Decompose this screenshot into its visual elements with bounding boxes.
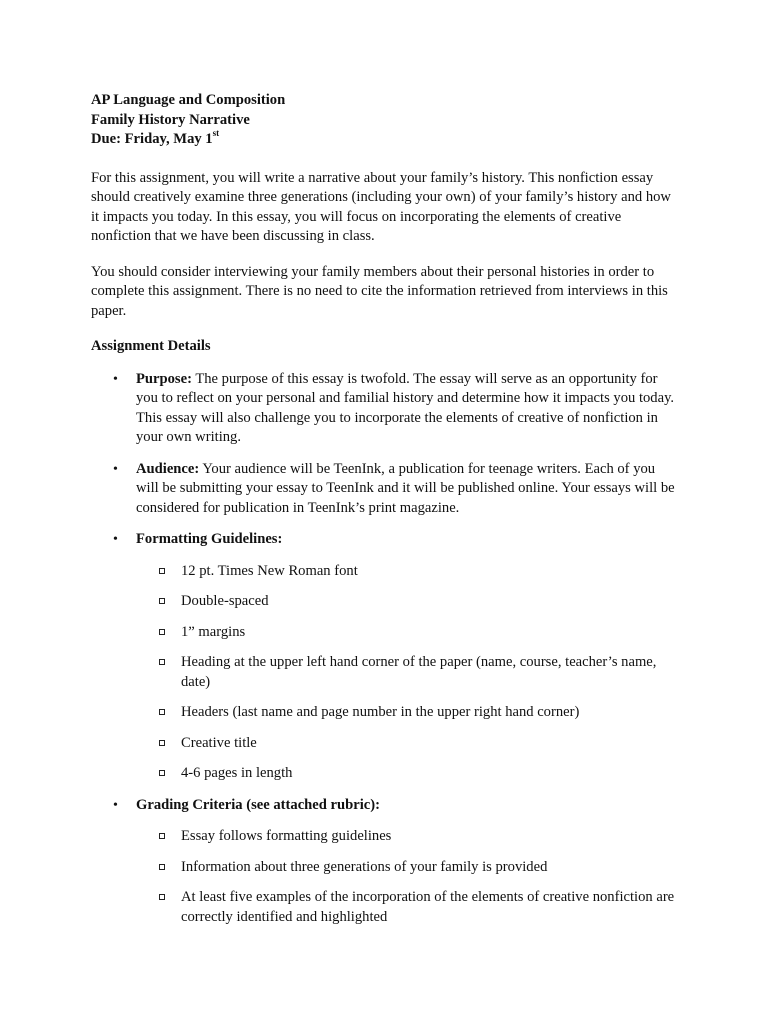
- square-bullet-icon: [159, 568, 165, 574]
- formatting-subitem-text: Headers (last name and page number in the upper right hand corner): [181, 704, 580, 720]
- due-date: [91, 130, 681, 150]
- document-header: [91, 91, 681, 150]
- square-bullet-icon: [159, 864, 165, 870]
- bullet-icon: •: [113, 461, 118, 477]
- bullet-icon: •: [113, 371, 118, 387]
- square-bullet-icon: [159, 894, 165, 900]
- grading-subitem: [136, 827, 681, 847]
- purpose-item: [91, 370, 681, 448]
- square-bullet-icon: [159, 709, 165, 715]
- square-bullet-icon: [159, 598, 165, 604]
- formatting-subitem: [136, 623, 681, 643]
- formatting-sublist: [136, 562, 681, 784]
- bullet-icon: •: [113, 532, 118, 547]
- due-date-ordinal: st: [212, 128, 220, 139]
- grading-subitem-text: Information about three generations of your family is provided: [181, 858, 548, 875]
- formatting-subitem: [136, 562, 681, 582]
- formatting-subitem-text: Double-spaced: [181, 593, 269, 609]
- details-list: [91, 370, 681, 928]
- grading-label: Grading Criteria (see attached rubric):: [136, 796, 380, 813]
- due-date-text: Due: Friday, May 1: [91, 131, 213, 147]
- audience-label: Audience:: [136, 460, 200, 477]
- formatting-subitem-text: Creative title: [181, 734, 257, 751]
- bullet-icon: •: [113, 797, 118, 813]
- formatting-subitem: [136, 703, 681, 723]
- assignment-title: Family History Narrative: [91, 111, 250, 128]
- assignment-details-heading: Assignment Details: [91, 338, 211, 354]
- formatting-subitem: [136, 653, 681, 692]
- formatting-label: Formatting Guidelines:: [136, 531, 283, 547]
- grading-subitem-text: At least five examples of the incorporation of the elements of creative nonfiction are correctly identified and highlighted: [181, 889, 675, 925]
- square-bullet-icon: [159, 659, 165, 665]
- document-page: [91, 91, 681, 939]
- formatting-subitem-text: 1” margins: [181, 623, 246, 640]
- grading-subitem: [136, 888, 681, 927]
- intro-paragraph-2: You should consider interviewing your family members about their personal histories in order to complete this assignment. There is no need to cite the information retrieved from interviews in this paper.: [91, 263, 668, 319]
- course-title: AP Language and Composition: [91, 92, 286, 108]
- square-bullet-icon: [159, 833, 165, 839]
- purpose-label: Purpose:: [136, 370, 192, 387]
- formatting-subitem: [136, 734, 681, 754]
- square-bullet-icon: [159, 629, 165, 635]
- formatting-subitem-text: Heading at the upper left hand corner of the paper (name, course, teacher’s name, date): [181, 654, 657, 690]
- formatting-item: [91, 530, 681, 784]
- purpose-text: The purpose of this essay is twofold. The essay will serve as an opportunity for you to reflect on your personal and familial history and determine how it impacts you today. This essay will also challenge you to incorporate the elements of creative of nonfiction in your own writing.: [136, 370, 675, 445]
- square-bullet-icon: [159, 770, 165, 776]
- grading-subitem: [136, 858, 681, 878]
- formatting-subitem: [136, 592, 681, 612]
- intro-paragraph-1: For this assignment, you will write a narrative about your family’s history. This nonfiction essay should creatively examine three generations (including your own) of your family’s history and how it impacts you today. In this essay, you will focus on incorporating the elements of creative nonfiction that we have been discussing in class.: [91, 169, 671, 244]
- grading-item: [91, 796, 681, 928]
- audience-text: Your audience will be TeenInk, a publication for teenage writers. Each of you will be submitting your essay to TeenInk and it will be published online. Your essays will be considered for publication in TeenInk’s print magazine.: [136, 460, 675, 516]
- formatting-subitem: [136, 764, 681, 784]
- grading-subitem-text: Essay follows formatting guidelines: [181, 828, 392, 844]
- formatting-subitem-text: 12 pt. Times New Roman font: [181, 562, 358, 579]
- grading-sublist: [136, 827, 681, 927]
- audience-item: [91, 460, 681, 519]
- formatting-subitem-text: 4-6 pages in length: [181, 765, 293, 781]
- square-bullet-icon: [159, 740, 165, 746]
